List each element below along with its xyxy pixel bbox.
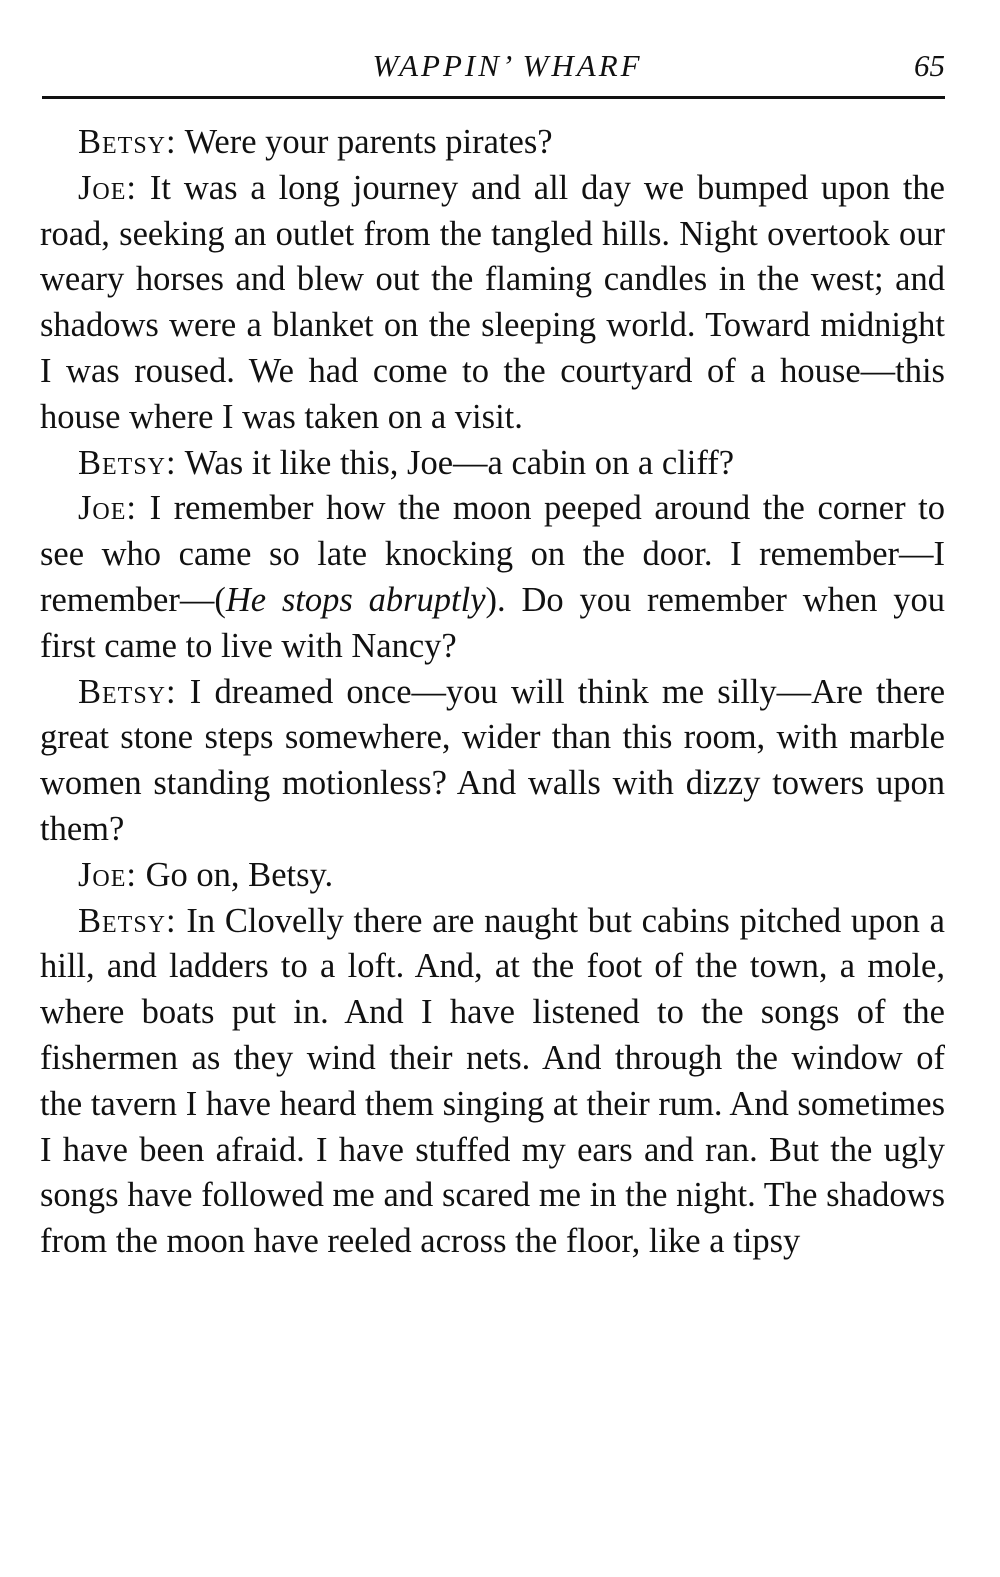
dialogue-text: I dreamed once—you will think me silly—Are there great stone steps somewhere, wider than this room, with marble women standing motionless? And walls with dizzy towers upon them? [40, 672, 946, 848]
dialogue-paragraph [40, 670, 945, 853]
dialogue-text: In Clovelly there are naught but cabins pitched upon a hill, and ladders to a loft. And, at the foot of the town, a mole, where boats put in. And I have listened to the songs of the fishermen as they wind their nets. And through the window of the tavern I have heard them singing at their rum. And sometimes I have been afraid. I have stuffed my ears and ran. But the ugly songs have followed me and scared me in the night. The shadows from the moon have reeled across the floor, like a tipsy [40, 901, 945, 1261]
speaker-name: Betsy: [78, 672, 177, 711]
header-rule [42, 96, 945, 99]
stage-direction: He stops abruptly [225, 580, 486, 619]
page-number: 65 [914, 48, 945, 83]
body-text [40, 98, 945, 1265]
dialogue-paragraph [40, 899, 945, 1265]
speaker-name: Joe: [78, 168, 138, 207]
speaker-name: Joe: [78, 855, 138, 894]
dialogue-text: Was it like this, Joe—a cabin on a cliff? [184, 443, 735, 482]
dialogue-paragraph [40, 166, 945, 441]
speaker-name: Betsy: [78, 901, 177, 940]
dialogue-text: It was a long journey and all day we bumped upon the road, seeking an outlet from the tangled hills. Night overtook our weary horses and blew out the flaming candles in the west; and shadows were a blanket on the sleeping world. Toward midnight I was roused. We had come to the courtyard of a house—this house where I was taken on a visit. [40, 168, 945, 436]
dialogue-text: Were your parents pirates? [184, 123, 553, 161]
dialogue-text: Go on, Betsy. [145, 855, 334, 894]
running-head [40, 0, 945, 98]
dialogue-paragraph [40, 853, 945, 899]
speaker-name: Betsy: [78, 123, 177, 161]
dialogue-paragraph [40, 486, 945, 669]
dialogue-paragraph [40, 441, 945, 487]
dialogue-text: I remember how the moon peeped around the corner to see who came so late knocking on the door. I remember—I remember—( [40, 489, 945, 619]
dialogue-paragraph [40, 120, 945, 166]
running-title: WAPPIN’ WHARF [372, 48, 643, 83]
speaker-name: Betsy: [78, 443, 177, 482]
dialogue-text: ). Do you remember when you first came to live with Nancy? [40, 580, 945, 665]
speaker-name: Joe: [78, 489, 138, 528]
